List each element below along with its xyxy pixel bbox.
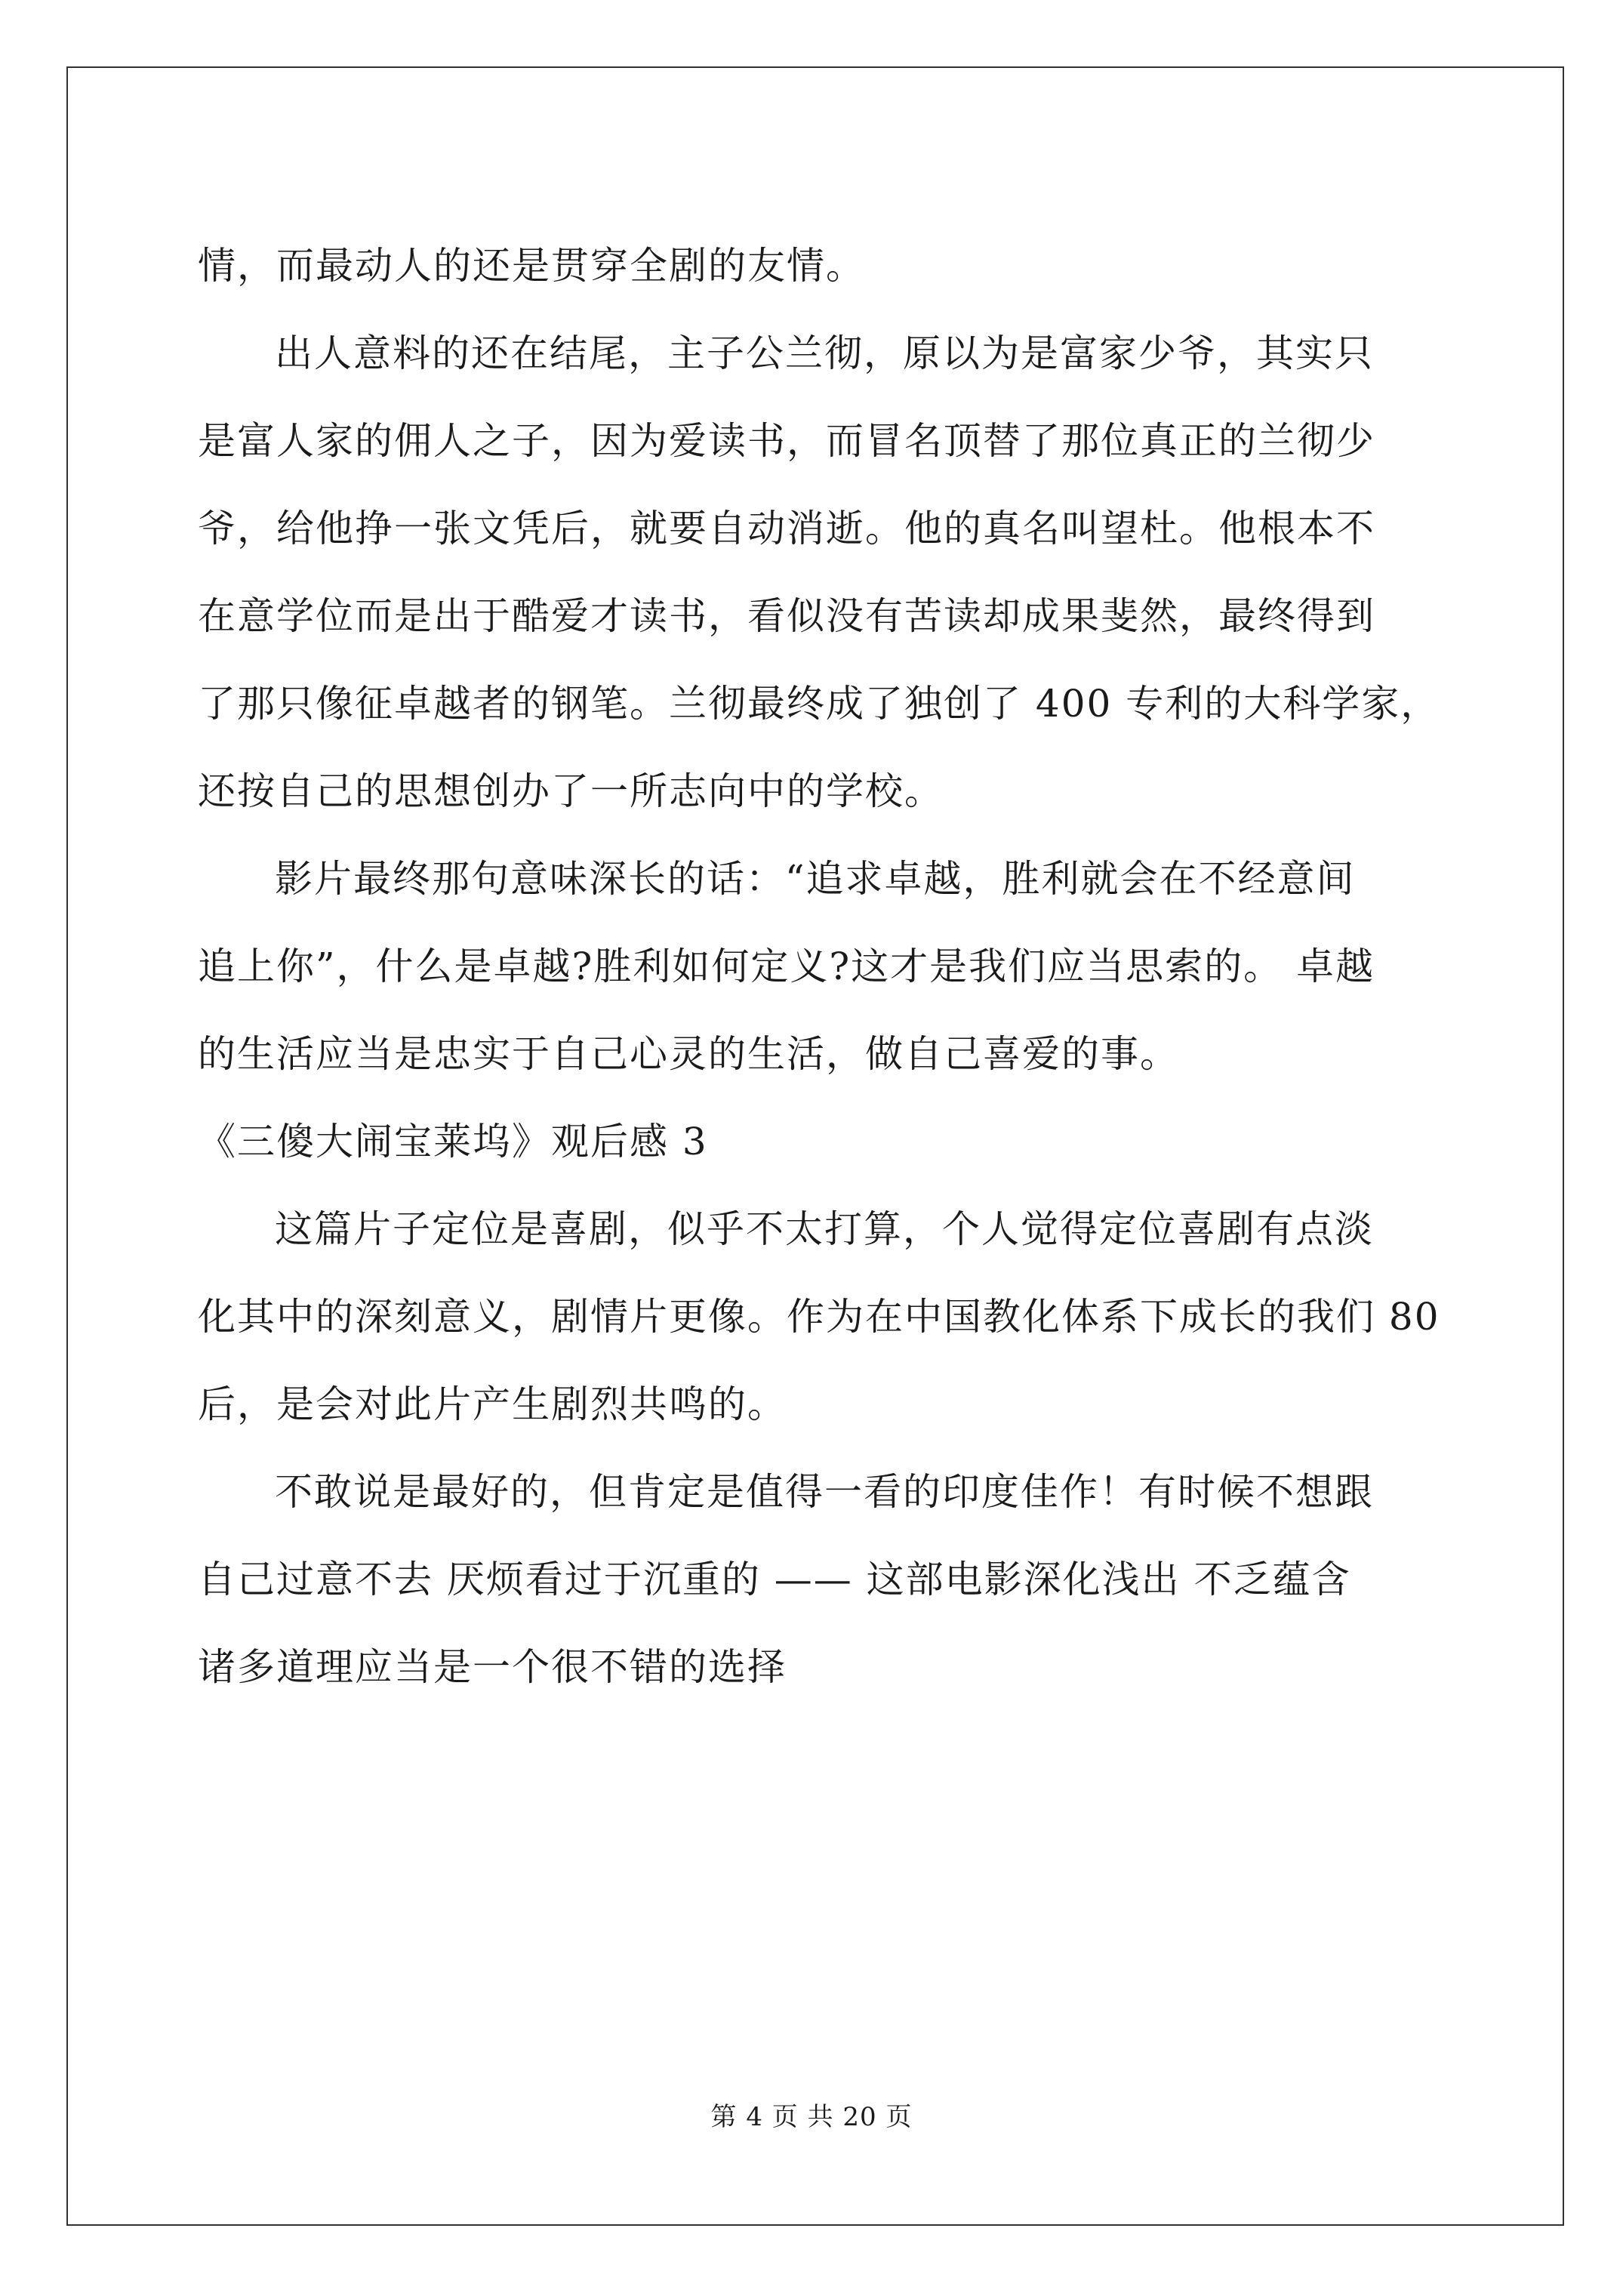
text-line: 化其中的深刻意义，剧情片更像。作为在中国教化体系下成长的我们 80: [198, 1295, 1440, 1339]
text-line: 在意学位而是出于酷爱才读书，看似没有苦读却成果斐然，最终得到: [198, 594, 1375, 638]
text-line: 追上你”，什么是卓越?胜利如何定义?这才是我们应当思索的。 卓越: [198, 945, 1375, 988]
text-line: 情，而最动人的还是贯穿全剧的友情。: [198, 244, 865, 288]
paragraph-start: 出人意料的还在结尾，主子公兰彻，原以为是富家少爷，其实只: [275, 331, 1374, 375]
text-line: 后，是会对此片产生剧烈共鸣的。: [198, 1382, 787, 1426]
page-number-footer: 第 4 页 共 20 页: [710, 2102, 913, 2132]
text-line: 是富人家的佣人之子，因为爱读书，而冒名顶替了那位真正的兰彻少: [198, 419, 1375, 463]
paragraph-start: 影片最终那句意味深长的话：“追求卓越，胜利就会在不经意间: [275, 857, 1356, 901]
paragraph-start: 这篇片子定位是喜剧，似乎不太打算，个人觉得定位喜剧有点淡: [275, 1207, 1374, 1251]
document-body: [198, 222, 1481, 1711]
text-line: 了那只像征卓越者的钢笔。兰彻最终成了独创了 400 专利的大科学家，: [198, 682, 1440, 726]
paragraph-start: 不敢说是最好的，但肯定是值得一看的印度佳作！有时候不想跟: [275, 1470, 1374, 1514]
text-line: 自己过意不去 厌烦看过于沉重的 —— 这部电影深化浅出 不乏蕴含: [198, 1558, 1351, 1601]
text-line: 爷，给他挣一张文凭后，就要自动消逝。他的真名叫望杜。他根本不: [198, 507, 1375, 550]
text-line: 还按自己的思想创办了一所志向中的学校。: [198, 769, 944, 813]
text-line: 诸多道理应当是一个很不错的选择: [198, 1645, 787, 1689]
text-line: 的生活应当是忠实于自己心灵的生活，做自己喜爱的事。: [198, 1032, 1179, 1076]
section-heading: 《三傻大闹宝莱坞》观后感 3: [198, 1120, 708, 1163]
